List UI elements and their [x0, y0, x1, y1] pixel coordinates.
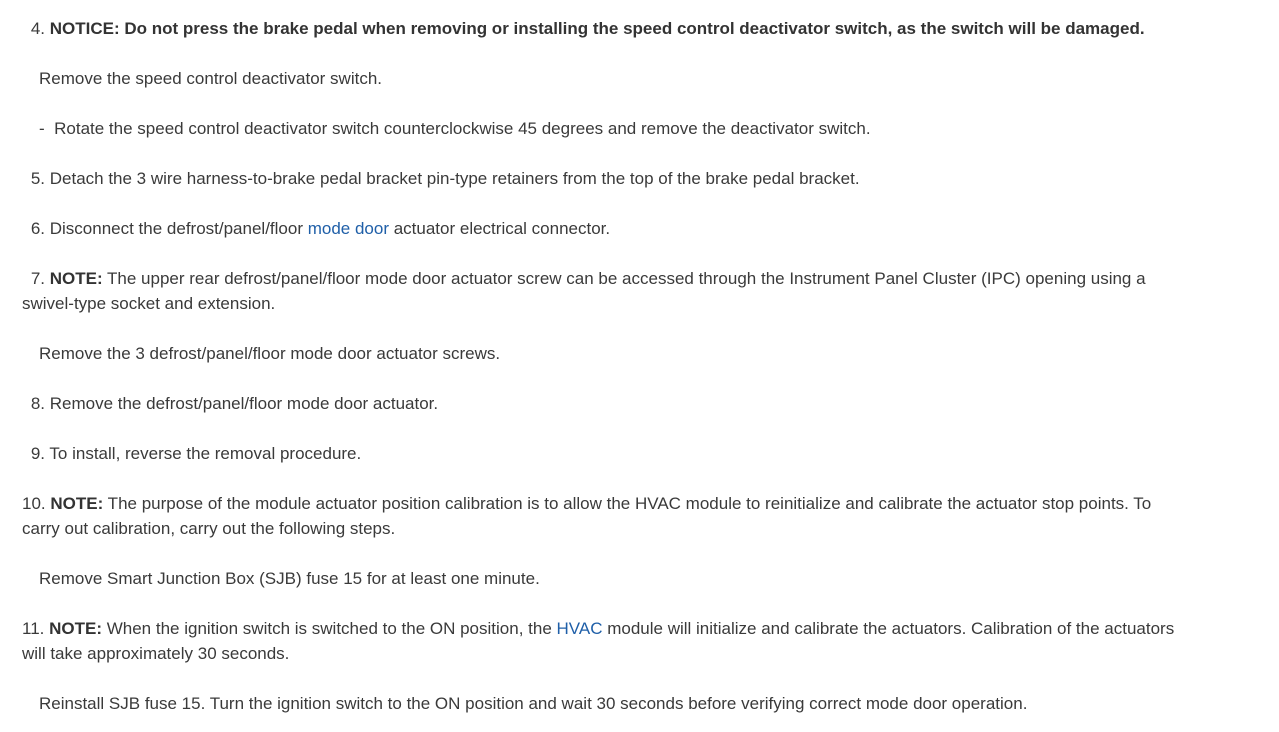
note-text: The upper rear defrost/panel/floor mode door actuator screw can be accessed through the Instrument Panel Cluster (IPC) opening using a — [102, 269, 1146, 288]
step-9 — [22, 441, 1247, 466]
note-label: NOTE: — [49, 269, 103, 288]
note-label: NOTE: — [49, 619, 102, 638]
step-8 — [22, 391, 1247, 416]
step-7-note — [22, 266, 1247, 291]
hvac-link[interactable]: HVAC — [556, 619, 603, 638]
step-10-action: Remove Smart Junction Box (SJB) fuse 15 for at least one minute. — [39, 569, 540, 588]
step-number: 8. — [30, 394, 45, 413]
note-text-before: When the ignition switch is switched to the ON position, the — [102, 619, 557, 638]
step-number: 11. — [22, 619, 45, 638]
step-text: To install, reverse the removal procedure. — [49, 444, 362, 463]
step-10-note-continued: carry out calibration, carry out the following steps. — [22, 519, 396, 538]
step-text-after: actuator electrical connector. — [389, 219, 611, 238]
step-7-note-continued: swivel-type socket and extension. — [22, 294, 276, 313]
step-number: 6. — [30, 219, 45, 238]
step-number: 10. — [22, 494, 46, 513]
step-number: 7. — [30, 269, 45, 288]
note-text-after: module will initialize and calibrate the actuators. Calibration of the actuators — [602, 619, 1175, 638]
step-4-action: Remove the speed control deactivator switch. — [39, 69, 383, 88]
step-text-before: Disconnect the defrost/panel/floor — [49, 219, 308, 238]
step-5 — [22, 166, 1247, 191]
step-text: Detach the 3 wire harness-to-brake pedal bracket pin-type retainers from the top of the brake pedal bracket. — [49, 169, 860, 188]
mode-door-link[interactable]: mode door — [307, 219, 389, 238]
step-11-action: Reinstall SJB fuse 15. Turn the ignition switch to the ON position and wait 30 seconds before verifying correct mode door operation. — [39, 694, 1028, 713]
step-number: 5. — [30, 169, 45, 188]
bullet-dash: - — [39, 119, 45, 138]
step-7-action: Remove the 3 defrost/panel/floor mode door actuator screws. — [39, 344, 501, 363]
step-10-note — [22, 491, 1247, 516]
note-label: NOTE: — [50, 494, 104, 513]
step-number: 9. — [30, 444, 45, 463]
step-number: 4. — [30, 19, 45, 38]
step-11-note-continued: will take approximately 30 seconds. — [22, 644, 290, 663]
notice-text: NOTICE: Do not press the brake pedal when removing or installing the speed control deactivator switch, as the switch will be damaged. — [49, 19, 1145, 38]
bullet-text: Rotate the speed control deactivator switch counterclockwise 45 degrees and remove the deactivator switch. — [54, 119, 871, 138]
step-4-bullet — [39, 116, 1247, 141]
step-text: Remove the defrost/panel/floor mode door actuator. — [49, 394, 439, 413]
step-6 — [22, 216, 1247, 241]
note-text: The purpose of the module actuator position calibration is to allow the HVAC module to reinitialize and calibrate the actuator stop points. To — [103, 494, 1152, 513]
step-11-note — [22, 616, 1247, 641]
step-4-notice — [22, 16, 1247, 41]
